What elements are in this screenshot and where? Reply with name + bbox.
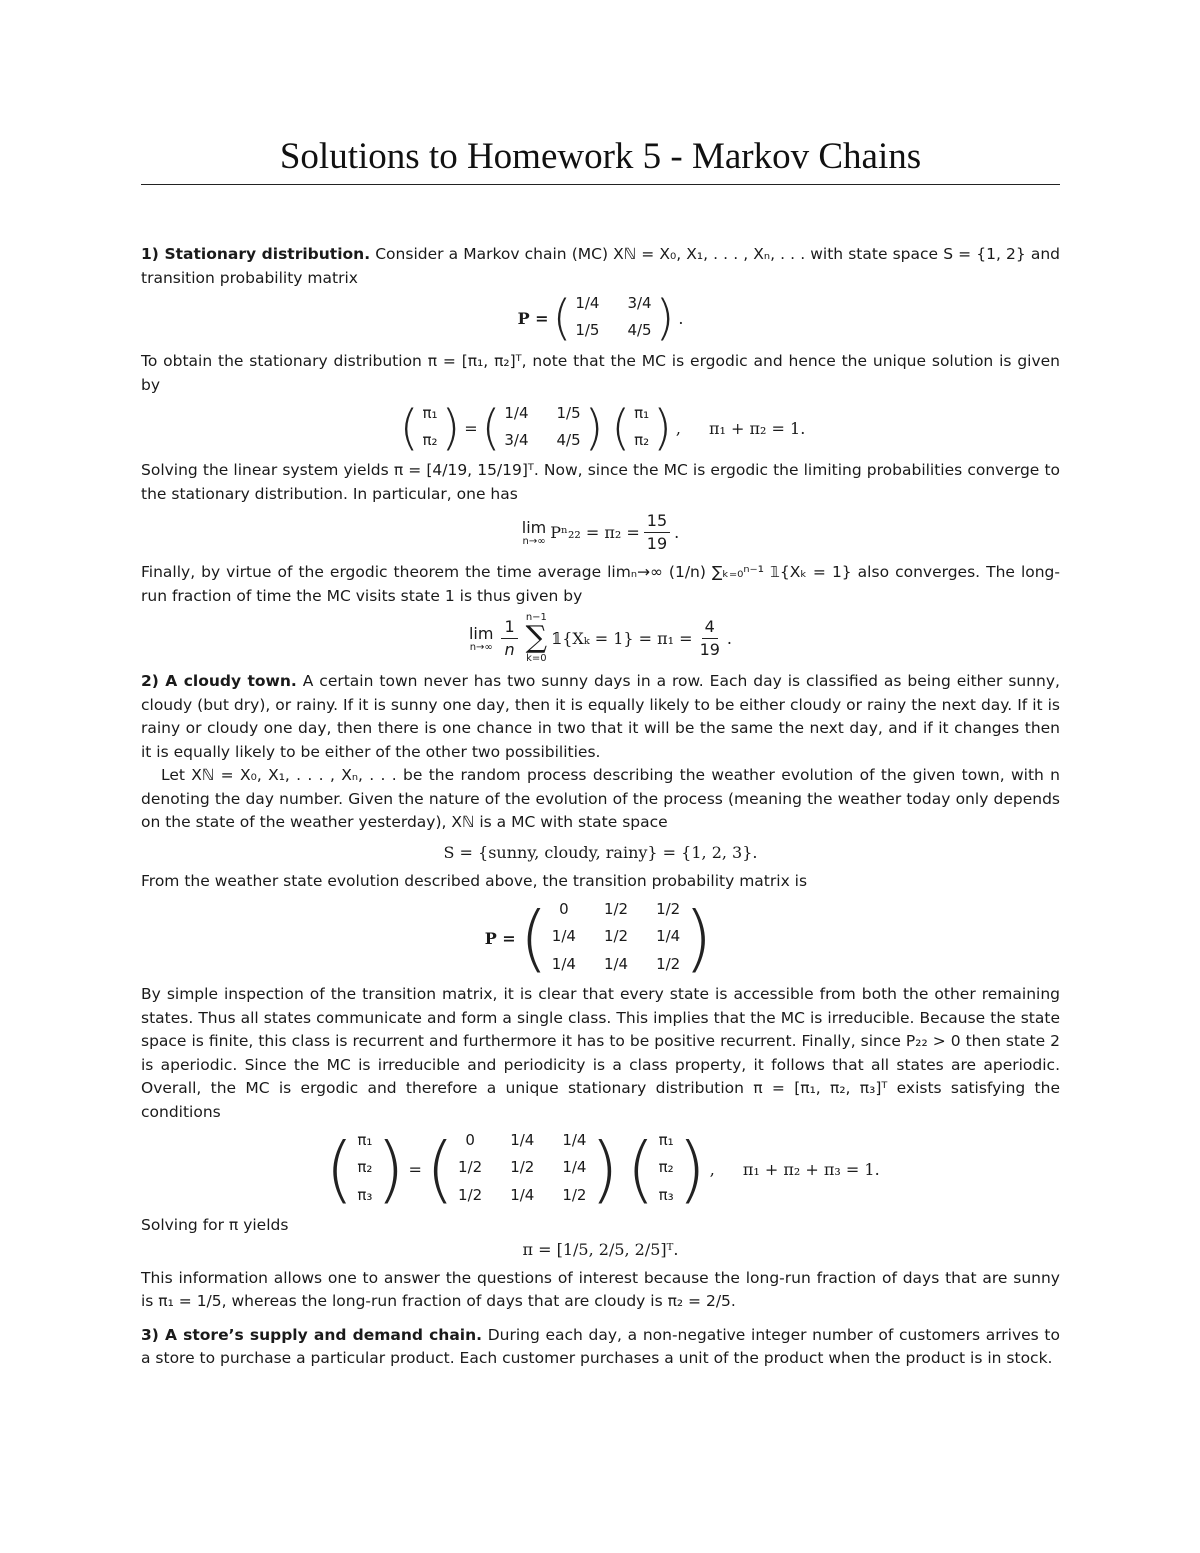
matrix-intro-text: From the weather state evolution described above, the transition probability matrix is — [141, 871, 808, 890]
vector-cell: π₂ — [634, 431, 650, 449]
matrix-label: P = — [517, 308, 549, 328]
equation-transition-matrix-2: P = ( 0 1/2 1/2 1/4 1/2 1/4 1/4 1/4 1/2 ) — [484, 896, 713, 980]
transpose-matrix-2: ( 0 1/4 1/4 1/2 1/2 1/4 1/2 1/4 1/2 ) — [425, 1127, 619, 1211]
matrix-cell: 1/2 — [603, 927, 629, 946]
matrix-cell: 0 — [465, 1131, 475, 1149]
vector-cell: π₂ — [357, 1158, 373, 1177]
title-rule — [141, 184, 1060, 185]
problem1-intro-paragraph — [141, 243, 1060, 290]
matrix-cell: 1/2 — [562, 1185, 587, 1204]
finally-text: Finally, by virtue of the ergodic theorem the time average limₙ→∞ (1/n) ∑ₖ₌₀ⁿ⁻¹ 𝟙{Xₖ = 1} also converges. The long-run fraction of time the MC visits state 1 is thus given by — [141, 563, 1060, 605]
vector-cell: π₁ — [634, 404, 650, 422]
stationary-text: To obtain the stationary distribution π = [π₁, π₂]ᵀ, note that the MC is ergodic and hence the unique solution is given by — [141, 352, 1060, 394]
pi-vector-1b: ( π₁ π₂ ) — [611, 400, 672, 456]
matrix-cell: 1/2 — [510, 1158, 535, 1177]
solving-text-2: Solving for π yields — [141, 1216, 289, 1234]
matrix-cell: 1/2 — [458, 1158, 483, 1177]
matrix-cell: 4/5 — [556, 431, 581, 449]
pi-vector-2: ( π₁ π₂ π₃ ) — [325, 1127, 405, 1211]
matrix-cell: 1/4 — [575, 294, 600, 312]
vector-cell: π₂ — [658, 1158, 674, 1177]
matrix-cell: 1/5 — [556, 404, 581, 422]
transition-matrix-1: ( 1/4 3/4 1/5 4/5 ) — [552, 290, 675, 346]
solution-equation: π = [1/5, 2/5, 2/5]ᵀ. — [522, 1239, 679, 1259]
matrix-cell: 1/4 — [562, 1131, 587, 1149]
lim-subscript: n→∞ — [522, 536, 546, 547]
matrix-cell: 1/4 — [504, 404, 529, 422]
matrix-cell: 0 — [559, 900, 569, 918]
vector-cell: π₃ — [357, 1185, 373, 1204]
problem2-intro-paragraph — [141, 670, 1060, 764]
vector-cell: π₂ — [422, 431, 438, 449]
matrix-cell: 1/2 — [656, 900, 681, 918]
pi-vector-2b: ( π₁ π₂ π₃ ) — [626, 1127, 706, 1211]
normalization-1: π₁ + π₂ = 1. — [709, 418, 806, 438]
transpose-matrix-1: ( 1/4 1/5 3/4 4/5 ) — [481, 400, 604, 456]
solving-text-1: Solving the linear system yields π = [4/19, 15/19]ᵀ. Now, since the MC is ergodic the limiting probabilities converge to the stationary distribution. In particular, one has — [141, 461, 1060, 503]
matrix-cell: 1/4 — [562, 1158, 587, 1177]
fraction-4-19: $\frac{4}{19}$ — [699, 616, 720, 659]
problem2-heading: 2) A cloudy town. — [141, 672, 297, 690]
problem1-heading: 1) Stationary distribution. — [141, 245, 371, 263]
matrix-cell: 1/4 — [551, 954, 576, 973]
matrix-cell: 1/2 — [603, 900, 629, 918]
vector-cell: π₁ — [658, 1131, 674, 1149]
equation-time-average: lim n→∞ $\frac{1}{n}$ n−1 ∑ k=0 𝟙{Xₖ = 1} = π₁ = $\frac{4}{19}$ . — [468, 612, 733, 664]
matrix-cell: 1/2 — [458, 1185, 483, 1204]
normalization-2: π₁ + π₂ + π₃ = 1. — [742, 1159, 880, 1179]
inspection-text: By simple inspection of the transition matrix, it is clear that every state is accessible from both the other remaining states. Thus all states communicate and form a single class. This implies that the MC is irreducible. Because the state space is finite, this class is recurrent and furthermore it has to be positive recurrent. Finally, since P₂₂ > 0 then state 2 is aperiodic. Since the MC is irreducible and periodicity is a class property, it follows that all states are aperiodic. Overall, the MC is ergodic and therefore a unique stationary distribution π = [π₁, π₂, π₃]ᵀ exists satisfying the conditions — [141, 985, 1060, 1121]
page-title: Solutions to Homework 5 - Markov Chains — [279, 136, 922, 177]
equation-limit: lim n→∞ Pⁿ₂₂ = π₂ = $\frac{15}{19}$ . — [521, 511, 680, 553]
vector-cell: π₃ — [658, 1185, 674, 1204]
matrix-cell: 1/4 — [603, 954, 629, 973]
matrix-cell: 4/5 — [627, 321, 652, 339]
summation: n−1 ∑ k=0 — [525, 612, 548, 664]
time-average-expression: 𝟙{Xₖ = 1} = π₁ = — [551, 628, 693, 648]
problem2-intro: A certain town never has two sunny days in a row. Each day is classified as being either sunny, cloudy (but dry), or rainy. If it is sunny one day, then it is equally likely to be either cloudy or rainy the next day. If it is rainy or cloudy one day, then there is one chance in two that it will be the same the next day, and if it changes then it is equally likely to be either of the other two possibilities. — [141, 672, 1060, 761]
equation-transition-matrix-1: P = ( 1/4 3/4 1/5 4/5 ) . — [517, 290, 684, 346]
matrix-cell: 1/4 — [510, 1131, 535, 1149]
lim-label: lim — [521, 518, 547, 537]
vector-cell: π₁ — [357, 1131, 373, 1149]
problem2-conclusion: This information allows one to answer the questions of interest because the long-run fraction of days that are sunny is π₁ = 1/5, whereas the long-run fraction of days that are cloudy is π₂ = 2/5. — [141, 1268, 1060, 1310]
matrix-cell: 1/5 — [575, 321, 600, 339]
problem1-intro: Consider a Markov chain (MC) Xℕ = X₀, X₁, . . . , Xₙ, . . . with state space S = {1, 2} and transition probability matrix — [141, 245, 1060, 287]
problem3-heading: 3) A store’s supply and demand chain. — [141, 1325, 483, 1344]
vector-cell: π₁ — [422, 404, 438, 422]
fraction-15-19: $\frac{15}{19}$ — [644, 510, 670, 555]
problem3-intro-paragraph — [141, 1324, 1060, 1371]
problem2-let-text: Let Xℕ = X₀, X₁, . . . , Xₙ, . . . be the random process describing the weather evolution of the given town, with n denoting the day number. Given the nature of the evolution of the process (meaning the weather today only depends on the state of the weather yesterday), Xℕ is a MC with state space — [141, 766, 1060, 831]
limit-expression: Pⁿ₂₂ = π₂ = — [550, 523, 640, 542]
state-space-equation: S = {sunny, cloudy, rainy} = {1, 2, 3}. — [443, 842, 758, 862]
matrix-cell: 1/4 — [510, 1185, 535, 1204]
transition-matrix-2: ( 0 1/2 1/2 1/4 1/2 1/4 1/4 1/4 1/2 ) — [519, 896, 713, 980]
matrix-cell: 1/2 — [656, 954, 681, 973]
matrix-cell: 3/4 — [504, 431, 529, 449]
equation-stationary-1: ( π₁ π₂ ) = ( 1/4 1/5 3/4 4/5 ) ( π₁ π₂ ) , π₁ + π₂ = 1. — [399, 400, 806, 456]
equation-stationary-2: ( π₁ π₂ π₃ ) = ( 0 1/4 1/4 1/2 1/2 1/4 1/2 1/4 1/2 ) ( π₁ π₂ π₃ ) , π₁ + π₂ + π₃ = 1. — [325, 1127, 880, 1211]
problem3-intro: During each day, a non-negative integer number of customers arrives to a store to purchase a particular product. Each customer purchases a unit of the product when the product is in stock. — [141, 1325, 1060, 1367]
document-page — [141, 130, 1060, 1371]
matrix-cell: 1/4 — [551, 927, 576, 946]
matrix-cell: 3/4 — [627, 294, 652, 312]
matrix-cell: 1/4 — [656, 927, 681, 946]
pi-vector-1: ( π₁ π₂ ) — [399, 400, 461, 456]
